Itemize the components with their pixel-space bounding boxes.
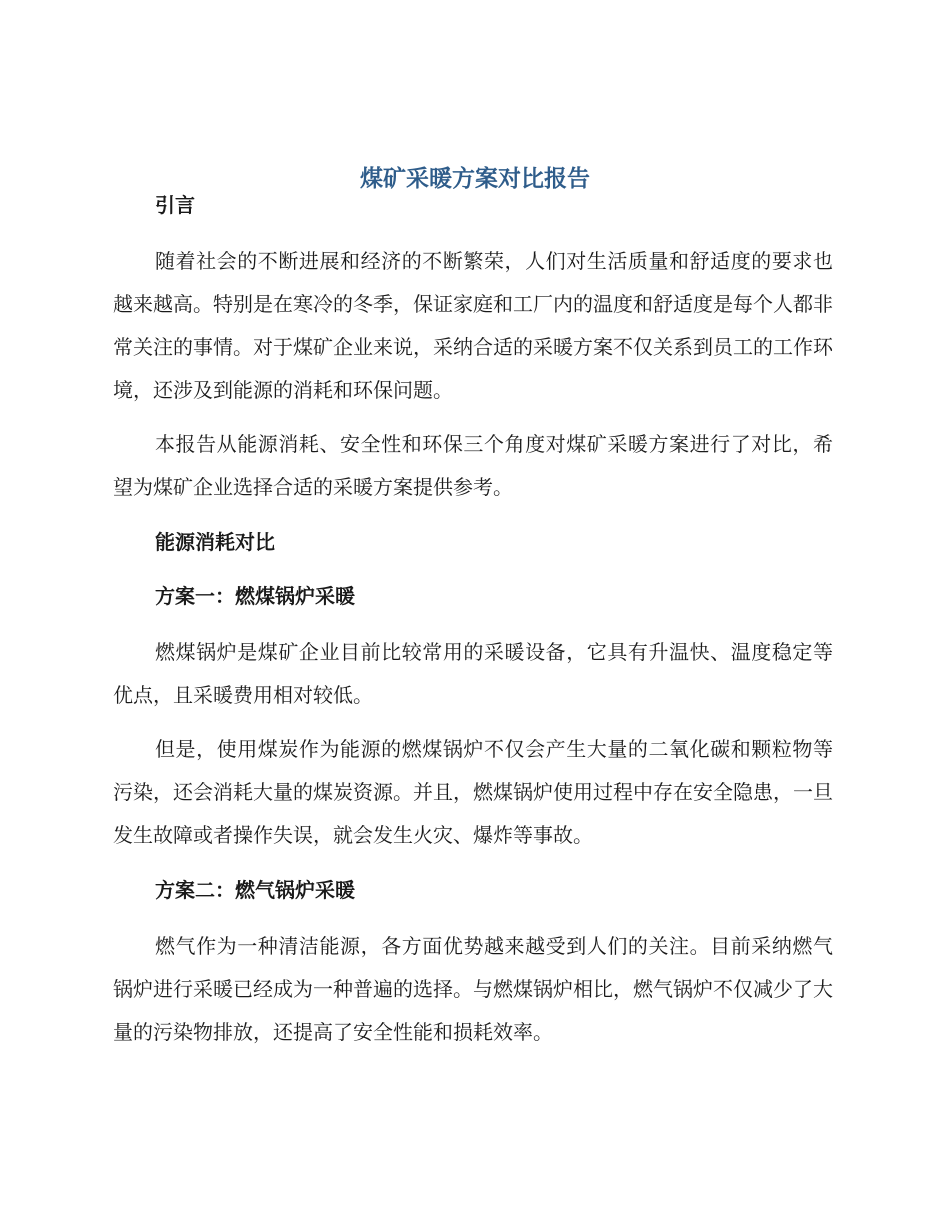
plan1-paragraph-2: 但是，使用煤炭作为能源的燃煤锅炉不仅会产生大量的二氧化碳和颗粒物等污染，还会消耗大量的煤炭资源。并且，燃煤锅炉使用过程中存在安全隐患，一旦发生故障或者操作失误，就会发生火灾、爆炸等事故。 <box>113 737 833 847</box>
intro-paragraph-2: 本报告从能源消耗、安全性和环保三个角度对煤矿采暖方案进行了对比，希望为煤矿企业选择合适的采暖方案提供参考。 <box>113 432 833 499</box>
plan2-paragraph-1: 燃气作为一种清洁能源，各方面优势越来越受到人们的关注。目前采纳燃气锅炉进行采暖已经成为一种普遍的选择。与燃煤锅炉相比，燃气锅炉不仅减少了大量的污染物排放，还提高了安全性能和损耗效率。 <box>113 934 833 1044</box>
section-heading-intro: 引言 <box>155 193 195 217</box>
plan1-paragraph-1: 燃煤锅炉是煤矿企业目前比较常用的采暖设备，它具有升温快、温度稳定等优点，且采暖费用相对较低。 <box>113 640 833 707</box>
subsection-heading-plan2: 方案二：燃气锅炉采暖 <box>155 878 355 902</box>
section-heading-energy: 能源消耗对比 <box>155 530 275 554</box>
intro-paragraph-1: 随着社会的不断进展和经济的不断繁荣，人们对生活质量和舒适度的要求也越来越高。特别是在寒冷的冬季，保证家庭和工厂内的温度和舒适度是每个人都非常关注的事情。对于煤矿企业来说，采纳合适的采暖方案不仅关系到员工的工作环境，还涉及到能源的消耗和环保问题。 <box>113 249 833 402</box>
document-title: 煤矿采暖方案对比报告 <box>360 166 590 193</box>
subsection-heading-plan1: 方案一：燃煤锅炉采暖 <box>155 584 355 608</box>
document-body <box>113 190 833 1054</box>
